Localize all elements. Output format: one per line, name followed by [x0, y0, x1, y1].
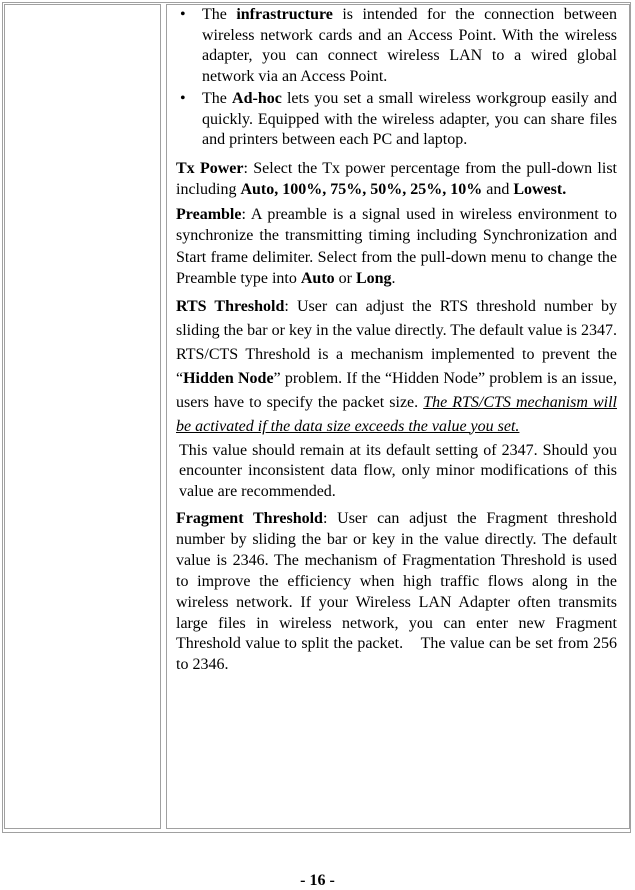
- term-fragment-threshold: Fragment Threshold: [176, 510, 323, 527]
- tx-power-paragraph: [176, 158, 617, 201]
- rts-emphasis: The RTS/CTS mechanism will be activated if the data size exceeds the value you set.: [176, 393, 618, 435]
- fragment-text: : User can adjust the Fragment threshold number by sliding the bar or key in the value directly. The default value is 2346. The mechanism of Fragmentation Threshold is used to improve the efficiency when high traffic flows along in the wireless network. If your Wireless LAN Adapter often transmits large files in wireless network, you can enter new Fragment Threshold value to split the packet. The value can be set from 256 to 2346.: [176, 510, 621, 674]
- term-preamble: Preamble: [176, 205, 242, 223]
- tx-power-and: and: [482, 181, 514, 198]
- term-rts-threshold: RTS Threshold: [176, 297, 285, 315]
- list-item-adhoc: [176, 89, 617, 151]
- bullet-icon: •: [180, 90, 186, 107]
- description-content: [176, 5, 621, 676]
- table-cell-left: [4, 4, 161, 829]
- list-item-infrastructure: [176, 5, 617, 87]
- page-number: - 16 -: [300, 872, 335, 889]
- term-tx-power: Tx Power: [176, 159, 244, 177]
- rts-text-2: ” problem. If the “Hidden Node” problem is an issue, users have to specify the packet size.: [176, 369, 617, 411]
- bullet-icon: •: [180, 6, 186, 23]
- network-type-list: [176, 5, 617, 151]
- rts-note-paragraph: This value should remain at its default setting of 2347. Should you encounter inconsistent data flow, only minor modifications of this value are recommended.: [179, 441, 617, 500]
- bullet-text: is intended for the connection between wireless network cards and an Access Point. With the wireless adapter, you can connect wireless LAN to a wired global network via an Access Point.: [202, 6, 618, 85]
- fragment-threshold-paragraph: [176, 509, 621, 676]
- preamble-long: Long: [355, 270, 392, 287]
- term-infrastructure: infrastructure: [236, 6, 333, 23]
- term-hidden-node: Hidden Node: [183, 369, 274, 387]
- rts-threshold-paragraph: [176, 295, 617, 439]
- term-adhoc: Ad-hoc: [232, 90, 282, 107]
- rts-text-1: : User can adjust the RTS threshold number by sliding the bar or key in the value directly. The default value is 2347. RTS/CTS Threshold is a mechanism implemented to prevent the “: [176, 297, 617, 387]
- tx-power-lowest: Lowest.: [513, 181, 567, 198]
- preamble-or: or: [334, 270, 356, 287]
- bullet-lead: The: [202, 6, 237, 23]
- preamble-paragraph: [176, 204, 617, 290]
- preamble-text: : A preamble is a signal used in wireless environment to synchronize the transmitting timing including Synchronization and Start frame delimiter. Select from the pull-down menu to change the Preamble type into: [176, 205, 617, 287]
- tx-power-text: : Select the Tx power percentage from the pull-down list including: [176, 159, 617, 198]
- preamble-auto: Auto: [300, 270, 335, 287]
- tx-power-options: Auto, 100%, 75%, 50%, 25%, 10%: [240, 181, 483, 198]
- preamble-end: .: [391, 270, 396, 287]
- bullet-lead: The: [202, 90, 233, 107]
- bullet-text: lets you set a small wireless workgroup easily and quickly. Equipped with the wireless adapter, you can share files and printers between each PC and laptop.: [202, 90, 617, 148]
